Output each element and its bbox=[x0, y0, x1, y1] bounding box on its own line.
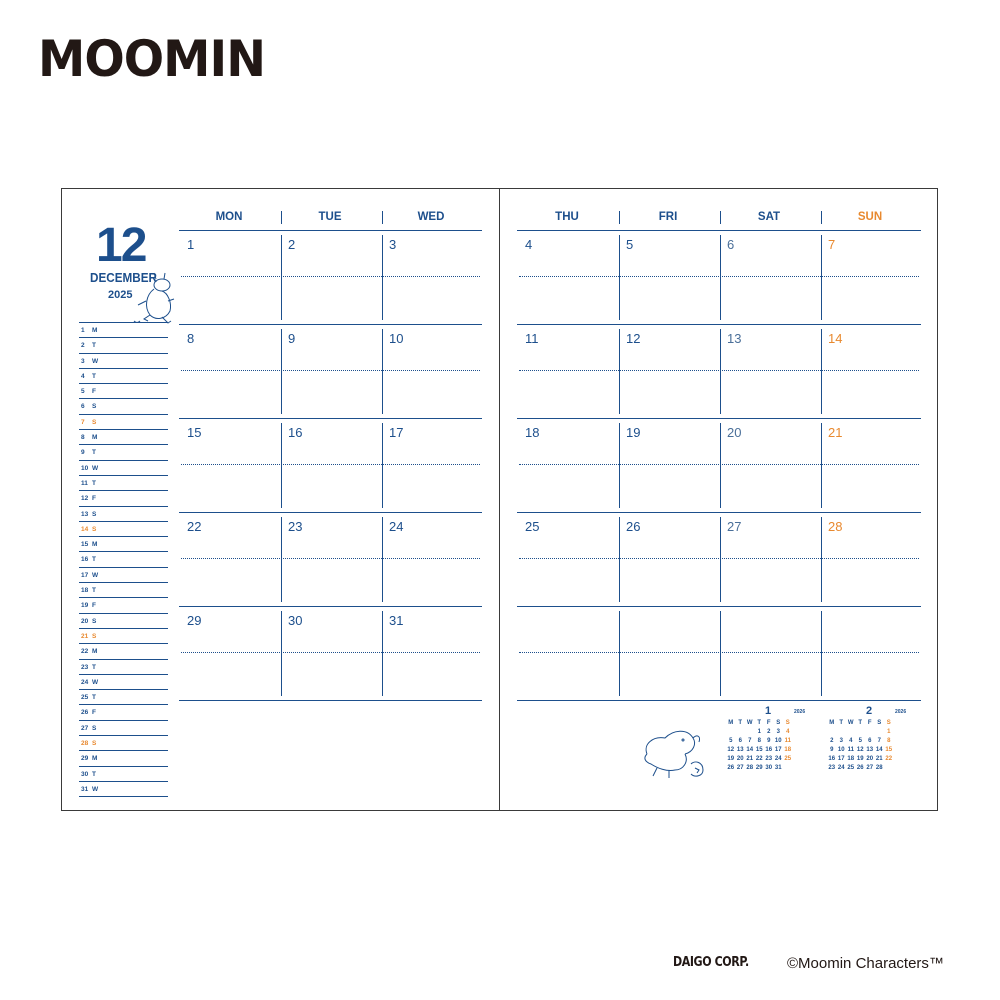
grid-column-rule bbox=[821, 517, 822, 602]
mini-calendar-day bbox=[745, 728, 755, 737]
mini-calendar-day: 30 bbox=[765, 765, 773, 771]
day-list-row bbox=[79, 675, 168, 690]
mini-calendar-day bbox=[875, 728, 885, 737]
grid-rule bbox=[517, 700, 921, 701]
grid-column-rule bbox=[720, 329, 721, 414]
day-list-weekday: F bbox=[92, 709, 96, 717]
day-list-weekday: S bbox=[92, 525, 97, 533]
grid-column-rule bbox=[382, 235, 383, 320]
day-list-number: 19 bbox=[81, 602, 89, 610]
mini-calendar-week bbox=[726, 737, 793, 746]
calendar-day-number: 1 bbox=[187, 237, 195, 252]
mini-calendar-day: 2 bbox=[830, 738, 834, 744]
grid-column-rule bbox=[619, 423, 620, 508]
mini-calendar-day bbox=[837, 728, 847, 737]
mini-calendar-day: 9 bbox=[767, 738, 771, 744]
mini-calendar-day: 19 bbox=[727, 756, 735, 762]
grid-column-rule bbox=[281, 235, 282, 320]
grid-column-rule bbox=[821, 611, 822, 696]
mini-calendar-day: 26 bbox=[727, 765, 735, 771]
mini-calendar-weekday: F bbox=[867, 720, 872, 726]
mini-calendar-day: 21 bbox=[746, 756, 754, 762]
day-list-row bbox=[79, 644, 168, 659]
mini-calendar-day: 7 bbox=[748, 738, 752, 744]
mini-calendar-week bbox=[827, 764, 894, 773]
grid-rule bbox=[517, 418, 921, 419]
grid-column-rule bbox=[619, 329, 620, 414]
mini-calendar-day: 5 bbox=[858, 738, 862, 744]
header-separator bbox=[619, 211, 620, 224]
day-list-number: 24 bbox=[81, 678, 89, 686]
day-list-number: 27 bbox=[81, 724, 89, 732]
day-list-row bbox=[79, 491, 168, 506]
day-list-number: 18 bbox=[81, 587, 89, 595]
mini-calendar-day: 5 bbox=[729, 738, 733, 744]
day-list-weekday: W bbox=[92, 357, 99, 365]
mini-calendar-day: 18 bbox=[847, 756, 855, 762]
mini-calendar-weekday: F bbox=[766, 720, 771, 726]
day-list-weekday: M bbox=[92, 327, 98, 334]
grid-rule bbox=[179, 606, 482, 607]
day-list-row bbox=[79, 461, 168, 476]
day-list-weekday: T bbox=[92, 449, 96, 457]
calendar-day-number: 26 bbox=[626, 519, 641, 534]
mini-calendar-day: 10 bbox=[837, 747, 845, 753]
mini-calendar-day bbox=[783, 764, 793, 773]
moomin-logo: MOOMIN bbox=[38, 30, 266, 88]
mini-calendar-day: 13 bbox=[866, 747, 874, 753]
mini-calendar-day: 24 bbox=[837, 765, 845, 771]
calendar-day-number: 24 bbox=[389, 519, 404, 534]
day-list-weekday: F bbox=[92, 495, 96, 503]
mini-calendar-day: 25 bbox=[847, 765, 855, 771]
mini-calendar-weekday: T bbox=[757, 720, 762, 726]
day-list-number: 22 bbox=[81, 648, 89, 656]
writing-line bbox=[519, 652, 919, 653]
mini-calendar-weekday: W bbox=[746, 720, 753, 726]
day-list-weekday: M bbox=[92, 648, 98, 656]
day-list-row bbox=[79, 430, 168, 445]
day-list-weekday: F bbox=[92, 602, 96, 610]
day-list-number: 13 bbox=[81, 510, 89, 518]
mini-calendar-day: 1 bbox=[757, 729, 761, 735]
day-list-row bbox=[79, 537, 168, 552]
day-list-weekday: W bbox=[92, 785, 99, 793]
day-list-weekday: T bbox=[92, 770, 96, 778]
day-list-weekday: S bbox=[92, 510, 97, 518]
mini-calendar-day: 27 bbox=[736, 765, 744, 771]
mini-calendar-day: 19 bbox=[856, 756, 864, 762]
mini-calendar-day: 6 bbox=[738, 738, 742, 744]
day-list-number: 5 bbox=[81, 388, 85, 396]
mini-calendar-day bbox=[856, 728, 866, 737]
mini-calendar-week bbox=[726, 764, 793, 773]
grid-column-rule bbox=[821, 329, 822, 414]
calendar-day-number: 30 bbox=[288, 613, 303, 628]
grid-column-rule bbox=[720, 235, 721, 320]
mini-calendar-day: 23 bbox=[765, 756, 773, 762]
day-list-row bbox=[79, 476, 168, 491]
day-list-number: 28 bbox=[81, 740, 89, 748]
grid-rule bbox=[517, 324, 921, 325]
calendar-day-number: 9 bbox=[288, 331, 296, 346]
mini-calendar-week bbox=[827, 755, 894, 764]
day-list-weekday: W bbox=[92, 678, 99, 686]
day-list-weekday: S bbox=[92, 632, 97, 640]
day-list-number: 14 bbox=[81, 525, 89, 533]
mini-calendar-week bbox=[726, 746, 793, 755]
grid-column-rule bbox=[281, 611, 282, 696]
grid-column-rule bbox=[382, 329, 383, 414]
day-list-row bbox=[79, 552, 168, 567]
day-list-weekday: T bbox=[92, 663, 96, 671]
day-list-number: 6 bbox=[81, 403, 85, 411]
writing-line bbox=[519, 276, 919, 277]
calendar-day-number: 10 bbox=[389, 331, 404, 346]
day-list-weekday: T bbox=[92, 342, 96, 350]
mini-calendar-week bbox=[827, 746, 894, 755]
grid-column-rule bbox=[382, 517, 383, 602]
day-list-weekday: M bbox=[92, 755, 98, 763]
mini-calendar-weekday: M bbox=[829, 720, 835, 726]
writing-line bbox=[181, 276, 480, 277]
day-list-weekday: S bbox=[92, 617, 97, 625]
mini-calendar-day: 12 bbox=[727, 747, 735, 753]
grid-rule bbox=[179, 700, 482, 701]
planner-spread bbox=[61, 188, 938, 811]
mini-calendar-month: 2 bbox=[866, 705, 873, 717]
grid-column-rule bbox=[821, 423, 822, 508]
writing-line bbox=[181, 464, 480, 465]
mini-calendar-month: 1 bbox=[765, 705, 772, 717]
mini-calendar-day: 11 bbox=[784, 738, 791, 744]
mini-calendar-weekday: T bbox=[738, 720, 743, 726]
day-list-weekday: W bbox=[92, 464, 99, 472]
grid-column-rule bbox=[281, 517, 282, 602]
day-list-number: 26 bbox=[81, 709, 89, 717]
mini-calendar-day: 12 bbox=[856, 747, 864, 753]
mini-calendar-week bbox=[827, 728, 894, 737]
mini-calendar-day bbox=[827, 728, 837, 737]
calendar-day-number: 12 bbox=[626, 331, 641, 346]
calendar-day-number: 3 bbox=[389, 237, 397, 252]
day-list-row bbox=[79, 323, 168, 338]
day-list-row bbox=[79, 369, 168, 384]
writing-line bbox=[519, 370, 919, 371]
day-list-row bbox=[79, 782, 168, 797]
mini-calendar-day: 25 bbox=[784, 756, 792, 762]
mini-calendar-day: 31 bbox=[774, 765, 782, 771]
day-list-row bbox=[79, 354, 168, 369]
mini-calendar-year: 2026 bbox=[794, 709, 806, 715]
calendar-day-number: 28 bbox=[828, 519, 843, 534]
grid-rule bbox=[517, 512, 921, 513]
mini-calendar-day: 3 bbox=[776, 729, 780, 735]
writing-line bbox=[519, 464, 919, 465]
weekday-header-wed: WED bbox=[417, 211, 445, 223]
weekday-header-sat: SAT bbox=[757, 211, 781, 223]
day-list-number: 1 bbox=[81, 327, 85, 334]
calendar-day-number: 31 bbox=[389, 613, 404, 628]
mini-calendar-day bbox=[846, 728, 856, 737]
writing-line bbox=[181, 370, 480, 371]
day-list-row bbox=[79, 568, 168, 583]
company-name: DAIGO CORP. bbox=[673, 955, 749, 970]
calendar-day-number: 16 bbox=[288, 425, 303, 440]
mini-calendar-head bbox=[827, 719, 894, 728]
mini-calendar-day: 21 bbox=[875, 756, 883, 762]
mini-calendar-weekday: S bbox=[776, 720, 781, 726]
day-list-weekday: S bbox=[92, 724, 97, 732]
calendar-day-number: 29 bbox=[187, 613, 202, 628]
mini-calendar-day: 22 bbox=[755, 756, 763, 762]
day-list-row bbox=[79, 415, 168, 430]
grid-column-rule bbox=[281, 329, 282, 414]
day-list-row bbox=[79, 338, 168, 353]
day-list-number: 20 bbox=[81, 617, 89, 625]
mini-calendar-day: 17 bbox=[774, 747, 782, 753]
mini-calendar-day: 15 bbox=[755, 747, 763, 753]
day-list-weekday: T bbox=[92, 587, 96, 595]
mini-calendar-table bbox=[827, 719, 894, 773]
day-list-row bbox=[79, 751, 168, 766]
mini-calendar-day: 8 bbox=[887, 738, 891, 744]
day-list-number: 7 bbox=[81, 418, 85, 426]
mini-calendar-weekday: S bbox=[785, 720, 790, 726]
mini-calendar-weekday: W bbox=[847, 720, 854, 726]
calendar-day-number: 7 bbox=[828, 237, 836, 252]
writing-line bbox=[181, 652, 480, 653]
day-list-number: 21 bbox=[81, 632, 89, 640]
day-list-weekday: S bbox=[92, 740, 97, 748]
mini-calendar-head bbox=[726, 719, 793, 728]
calendar-day-number: 8 bbox=[187, 331, 195, 346]
day-list-row bbox=[79, 598, 168, 613]
mini-calendar-day: 16 bbox=[828, 756, 836, 762]
day-list-weekday: S bbox=[92, 418, 97, 426]
day-list-row bbox=[79, 736, 168, 751]
mini-calendar-day: 2 bbox=[767, 729, 771, 735]
mini-calendar-day bbox=[736, 728, 746, 737]
grid-column-rule bbox=[619, 235, 620, 320]
mini-calendar-day: 26 bbox=[856, 765, 864, 771]
month-name: DECEMBER bbox=[90, 270, 157, 285]
day-list-number: 29 bbox=[81, 755, 89, 763]
mini-calendar-day bbox=[865, 728, 875, 737]
mini-calendar-weekday: T bbox=[839, 720, 844, 726]
day-list-weekday: W bbox=[92, 571, 99, 579]
grid-column-rule bbox=[821, 235, 822, 320]
mini-calendar-day: 22 bbox=[885, 756, 893, 762]
mini-calendar-week bbox=[726, 755, 793, 764]
weekday-header-tue: TUE bbox=[318, 211, 342, 223]
day-list-row bbox=[79, 399, 168, 414]
day-list-number: 16 bbox=[81, 556, 89, 564]
grid-column-rule bbox=[619, 517, 620, 602]
mini-calendar-day: 14 bbox=[875, 747, 883, 753]
calendar-day-number: 17 bbox=[389, 425, 404, 440]
day-list-row bbox=[79, 583, 168, 598]
day-list-row bbox=[79, 629, 168, 644]
mini-calendar-day: 13 bbox=[736, 747, 744, 753]
grid-rule bbox=[517, 230, 921, 231]
calendar-day-number: 22 bbox=[187, 519, 202, 534]
day-list-weekday: M bbox=[92, 541, 98, 549]
calendar-day-number: 23 bbox=[288, 519, 303, 534]
grid-column-rule bbox=[720, 611, 721, 696]
day-list-number: 31 bbox=[81, 785, 89, 793]
mini-calendar-day bbox=[884, 764, 894, 773]
mini-calendar-day: 27 bbox=[866, 765, 874, 771]
day-list-row bbox=[79, 384, 168, 399]
day-list-weekday: S bbox=[92, 403, 97, 411]
day-list-number: 23 bbox=[81, 663, 89, 671]
weekday-header-mon: MON bbox=[215, 211, 243, 223]
mini-calendar-weekday: T bbox=[858, 720, 863, 726]
calendar-day-number: 11 bbox=[525, 331, 539, 346]
mini-calendar-weekday: S bbox=[877, 720, 882, 726]
calendar-day-number: 25 bbox=[525, 519, 540, 534]
grid-rule bbox=[179, 512, 482, 513]
header-separator bbox=[382, 211, 383, 224]
day-list-number: 10 bbox=[81, 464, 89, 472]
moomin-illustration bbox=[132, 271, 182, 329]
day-list-row bbox=[79, 507, 168, 522]
mini-calendar-day: 16 bbox=[765, 747, 773, 753]
day-list-row bbox=[79, 614, 168, 629]
grid-column-rule bbox=[281, 423, 282, 508]
day-list-number: 2 bbox=[81, 342, 85, 350]
mini-calendar-day: 7 bbox=[877, 738, 881, 744]
calendar-day-number: 20 bbox=[727, 425, 742, 440]
weekday-header-fri: FRI bbox=[658, 211, 678, 223]
day-list-weekday: T bbox=[92, 556, 96, 564]
day-list-number: 17 bbox=[81, 571, 89, 579]
day-list-weekday: M bbox=[92, 434, 98, 442]
header-separator bbox=[720, 211, 721, 224]
day-list-number: 3 bbox=[81, 357, 85, 365]
mini-calendar-day: 3 bbox=[839, 738, 843, 744]
calendar-day-number: 13 bbox=[727, 331, 742, 346]
mini-calendar-day: 29 bbox=[755, 765, 763, 771]
day-list-number: 25 bbox=[81, 694, 89, 702]
day-list-row bbox=[79, 522, 168, 537]
day-list-weekday: F bbox=[92, 388, 96, 396]
mini-calendar-day: 4 bbox=[849, 738, 853, 744]
header-separator bbox=[821, 211, 822, 224]
calendar-day-number: 21 bbox=[828, 425, 843, 440]
mini-calendar-day: 6 bbox=[868, 738, 872, 744]
mini-calendar-day: 23 bbox=[828, 765, 836, 771]
mini-calendar-week bbox=[827, 737, 894, 746]
day-list-number: 30 bbox=[81, 770, 89, 778]
writing-line bbox=[519, 558, 919, 559]
grid-rule bbox=[179, 324, 482, 325]
snork-illustration bbox=[637, 714, 712, 784]
grid-column-rule bbox=[619, 611, 620, 696]
mini-calendar bbox=[827, 705, 917, 785]
grid-rule bbox=[179, 230, 482, 231]
calendar-day-number: 14 bbox=[828, 331, 843, 346]
mini-calendar-table bbox=[726, 719, 793, 773]
mini-calendar-day: 9 bbox=[830, 747, 834, 753]
mini-calendar-weekday: M bbox=[728, 720, 734, 726]
copyright-notice: ©Moomin Characters™ bbox=[787, 955, 944, 972]
day-list-weekday: T bbox=[92, 694, 96, 702]
day-list-number: 12 bbox=[81, 495, 89, 503]
day-list-row bbox=[79, 721, 168, 736]
mini-calendar-week bbox=[726, 728, 793, 737]
day-list-number: 11 bbox=[81, 479, 88, 487]
grid-rule bbox=[179, 418, 482, 419]
mini-calendar-day: 20 bbox=[736, 756, 744, 762]
mini-calendar-day: 1 bbox=[887, 729, 891, 735]
month-number: 12 bbox=[96, 219, 146, 272]
grid-column-rule bbox=[382, 423, 383, 508]
mini-calendar-day: 4 bbox=[786, 729, 790, 735]
day-list-number: 15 bbox=[81, 541, 89, 549]
calendar-day-number: 2 bbox=[288, 237, 296, 252]
spine-divider bbox=[499, 189, 500, 810]
grid-column-rule bbox=[382, 611, 383, 696]
mini-calendar-day: 28 bbox=[875, 765, 883, 771]
weekday-header-sun: SUN bbox=[857, 211, 883, 223]
mini-calendar-day: 15 bbox=[885, 747, 893, 753]
calendar-day-number: 27 bbox=[727, 519, 742, 534]
mini-calendar-day: 14 bbox=[746, 747, 754, 753]
day-list-row bbox=[79, 705, 168, 720]
calendar-day-number: 15 bbox=[187, 425, 202, 440]
mini-calendar-weekday: S bbox=[886, 720, 891, 726]
mini-calendar-day bbox=[726, 728, 736, 737]
mini-calendar-day: 11 bbox=[847, 747, 854, 753]
mini-calendar bbox=[726, 705, 816, 785]
mini-calendar-day: 18 bbox=[784, 747, 792, 753]
writing-line bbox=[181, 558, 480, 559]
mini-calendar-day: 20 bbox=[866, 756, 874, 762]
grid-column-rule bbox=[720, 517, 721, 602]
calendar-day-number: 19 bbox=[626, 425, 641, 440]
calendar-day-number: 5 bbox=[626, 237, 634, 252]
mini-calendar-year: 2026 bbox=[895, 709, 907, 715]
mini-calendar-day: 8 bbox=[757, 738, 761, 744]
day-list-row bbox=[79, 767, 168, 782]
header-separator bbox=[281, 211, 282, 224]
day-list-number: 4 bbox=[81, 372, 85, 380]
grid-rule bbox=[517, 606, 921, 607]
day-list-weekday: T bbox=[92, 479, 96, 487]
day-list-row bbox=[79, 690, 168, 705]
month-year: 2025 bbox=[108, 289, 133, 301]
weekday-header-thu: THU bbox=[555, 211, 579, 223]
day-list bbox=[79, 322, 168, 797]
day-list-number: 8 bbox=[81, 434, 85, 442]
day-list-number: 9 bbox=[81, 449, 85, 457]
calendar-day-number: 6 bbox=[727, 237, 735, 252]
day-list-row bbox=[79, 445, 168, 460]
mini-calendar-day: 10 bbox=[774, 738, 782, 744]
day-list-weekday: T bbox=[92, 372, 96, 380]
day-list-row bbox=[79, 660, 168, 675]
calendar-day-number: 4 bbox=[525, 237, 533, 252]
grid-column-rule bbox=[720, 423, 721, 508]
calendar-day-number: 18 bbox=[525, 425, 540, 440]
mini-calendar-day: 17 bbox=[837, 756, 845, 762]
mini-calendar-day: 24 bbox=[774, 756, 782, 762]
mini-calendar-day: 28 bbox=[746, 765, 754, 771]
